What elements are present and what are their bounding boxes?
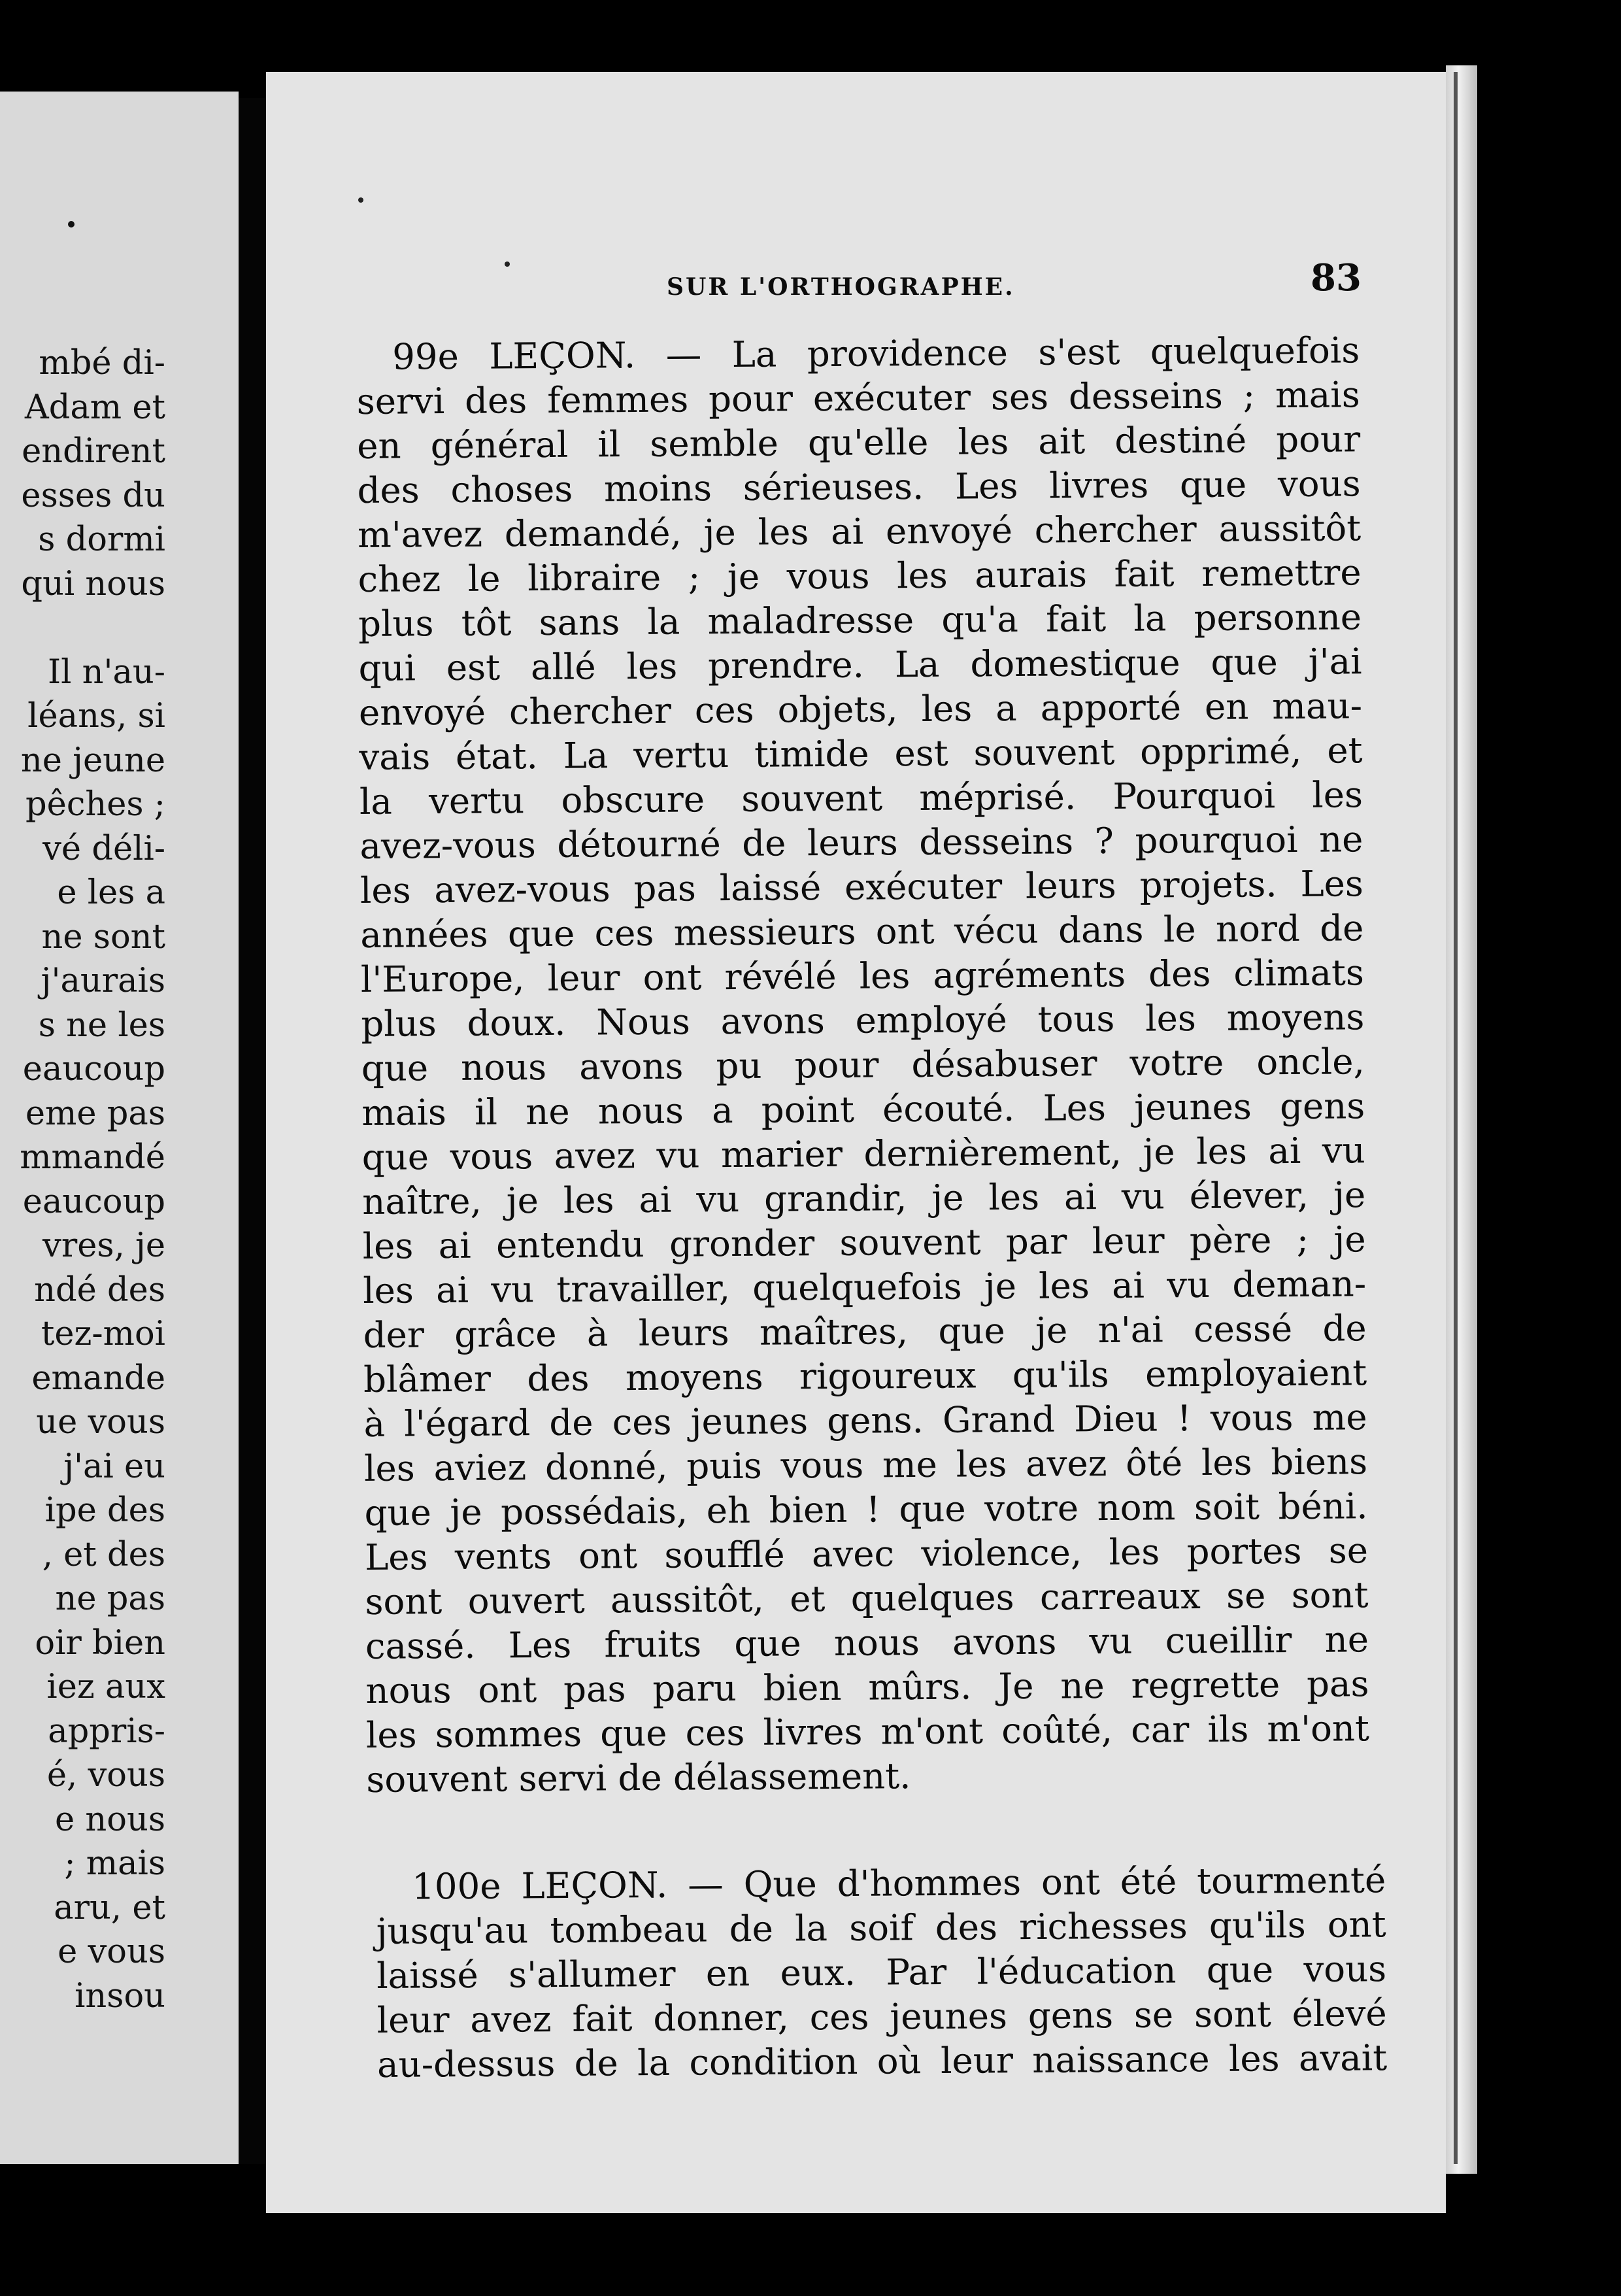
text-line: plus doux. Nous avons employé tous les moyens: [361, 996, 1365, 1045]
fragment-line: e vous: [58, 1933, 165, 1971]
text-line: sont ouvert aussitôt, et quelques carreaux se sont: [365, 1574, 1369, 1623]
fragment-line: aru, et: [54, 1888, 165, 1927]
lesson-99: [356, 328, 1370, 1802]
fragment-line: j'ai eu: [63, 1447, 165, 1486]
text-line: m'avez demandé, je les ai envoyé chercher aussitôt: [357, 507, 1362, 556]
fragment-line: ndé des: [34, 1270, 165, 1309]
text-line: au-dessus de la condition où leur naissance les avait: [376, 2036, 1388, 2085]
text-line: jusqu'au tombeau de la soif des richesses qu'ils ont: [376, 1903, 1386, 1952]
text-line: les ai vu travailler, quelquefois je les ai vu deman-: [362, 1262, 1367, 1311]
running-title: SUR L'ORTHOGRAPHE.: [667, 273, 1015, 301]
fragment-line: pêches ;: [25, 785, 165, 824]
text-line: avez-vous détourné de leurs desseins ? pourquoi ne: [359, 818, 1363, 867]
ink-speck: [68, 221, 75, 228]
text-line: vais état. La vertu timide est souvent opprimé, et: [359, 729, 1363, 778]
text-line: blâmer des moyens rigoureux qu'ils employaient: [363, 1351, 1367, 1400]
text-line: chez le libraire ; je vous les aurais fait remettre: [358, 551, 1362, 600]
fragment-line: ne sont: [41, 917, 165, 956]
text-line: que je possédais, eh bien ! que votre nom soit béni.: [364, 1485, 1368, 1534]
fragment-line: [20, 606, 165, 650]
text-line: l'Europe, leur ont révélé les agréments des climats: [360, 951, 1365, 1000]
fragment-line: tez-moi: [41, 1315, 165, 1353]
fragment-line: ne jeune: [20, 741, 165, 780]
text-line: cassé. Les fruits que nous avons vu cueillir ne: [365, 1618, 1369, 1667]
fragment-line: insou: [75, 1976, 165, 2016]
fragment-line: vé déli-: [42, 829, 165, 868]
text-line: mais il ne nous a point écouté. Les jeunes gens: [361, 1085, 1365, 1134]
fragment-line: ue vous: [36, 1403, 165, 1442]
lesson-100: [376, 1857, 1387, 2087]
text-line: qui est allé les prendre. La domestique que j'ai: [358, 640, 1362, 689]
text-line: 99e LEÇON. — La providence s'est quelquefois: [392, 329, 1360, 378]
fragment-line: , et des: [42, 1535, 165, 1574]
fragment-line: ne pas: [55, 1579, 165, 1618]
fragment-line: é, vous: [46, 1756, 165, 1795]
fragment-line: léans, si: [27, 697, 165, 735]
fragment-line: oir bien: [35, 1623, 165, 1663]
text-line: les aviez donné, puis vous me les avez ôté les biens: [363, 1440, 1368, 1489]
previous-page-fragment: [0, 92, 239, 2164]
page-edge-shadow: [1454, 72, 1458, 2164]
fragment-line: s ne les: [38, 1005, 165, 1045]
fragment-line: Adam et: [24, 388, 165, 427]
text-line: souvent servi de délassement.: [366, 1755, 911, 1800]
fragment-line: eaucoup: [22, 1050, 165, 1089]
text-line: des choses moins sérieuses. Les livres que vous: [357, 462, 1361, 511]
text-line: naître, je les ai vu grandir, je les ai vu élever, je: [362, 1173, 1366, 1223]
text-line: der grâce à leurs maîtres, que je n'ai cessé de: [363, 1307, 1367, 1356]
text-line: la vertu obscure souvent méprisé. Pourquoi les: [359, 773, 1363, 822]
text-line: en général il semble qu'elle les ait destiné pour: [356, 418, 1361, 467]
fragment-line: ipe des: [44, 1491, 165, 1530]
text-line: plus tôt sans la maladresse qu'a fait la personne: [358, 596, 1362, 645]
fragment-line: eme pas: [25, 1094, 165, 1133]
text-line: les sommes que ces livres m'ont coûté, car ils m'ont: [365, 1707, 1370, 1756]
fragment-line: emande: [31, 1359, 165, 1398]
book-gutter: [239, 98, 266, 2164]
ink-speck: [358, 197, 363, 203]
fragment-line: appris-: [48, 1712, 165, 1751]
fragment-line: iez aux: [46, 1668, 165, 1706]
page-edge: [1446, 65, 1477, 2174]
page-number: 83: [1311, 256, 1362, 299]
fragment-line: mbé di-: [39, 344, 165, 382]
text-line: que vous avez vu marier dernièrement, je les ai vu: [361, 1129, 1365, 1178]
fragment-line: e nous: [55, 1800, 165, 1839]
fragment-line: ; mais: [64, 1844, 165, 1883]
text-line: à l'égard de ces jeunes gens. Grand Dieu ! vous me: [363, 1396, 1367, 1445]
fragment-line: Il n'au-: [47, 652, 165, 692]
previous-page-text: [20, 341, 165, 2018]
fragment-line: s dormi: [38, 520, 165, 559]
text-line: 100e LEÇON. — Que d'hommes ont été tourmenté: [412, 1859, 1386, 1908]
text-line: les avez-vous pas laissé exécuter leurs projets. Les: [359, 862, 1364, 911]
fragment-line: mmandé: [20, 1138, 165, 1177]
text-line: les ai entendu gronder souvent par leur père ; je: [362, 1218, 1366, 1267]
fragment-line: endirent: [22, 432, 165, 471]
text-line: leur avez fait donner, ces jeunes gens se sont élevé: [376, 1992, 1387, 2041]
text-line: années que ces messieurs ont vécu dans le nord de: [360, 907, 1364, 956]
text-line: envoyé chercher ces objets, les a apporté en mau-: [358, 684, 1363, 734]
text-line: que nous avons pu pour désabuser votre oncle,: [361, 1040, 1365, 1089]
ink-speck: [505, 262, 510, 267]
text-line: laissé s'allumer en eux. Par l'éducation que vous: [376, 1948, 1387, 1997]
fragment-line: j'aurais: [41, 962, 165, 1000]
fragment-line: e les a: [57, 873, 165, 912]
fragment-line: vres, je: [42, 1226, 165, 1265]
fragment-line: esses du: [21, 476, 165, 515]
text-line: Les vents ont soufflé avec violence, les portes se: [364, 1529, 1369, 1578]
fragment-line: eaucoup: [22, 1182, 165, 1221]
fragment-line: qui nous: [21, 564, 165, 603]
text-line: servi des femmes pour exécuter ses desseins ; mais: [356, 373, 1360, 422]
text-line: nous ont pas paru bien mûrs. Je ne regrette pas: [365, 1663, 1369, 1712]
